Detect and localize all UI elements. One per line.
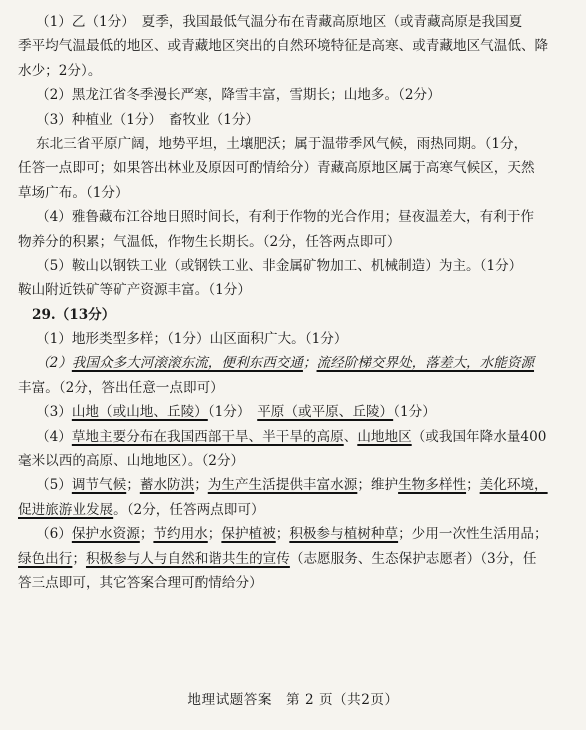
q28-1-line2: 季平均气温最低的地区、或青藏地区突出的自然环境特征是高寒、或青藏地区气温低、降 [18, 38, 549, 55]
q29-2-line1 [18, 351, 572, 375]
q29-5-num: （5） [36, 477, 72, 494]
q28-3-reason-line1: 东北三省平原广阔，地势平坦，土壤肥沃；属于温带季风气候，雨热同期。（1分， [36, 135, 528, 152]
q28-3-line1: （3）种植业（1分） 畜牧业（1分） [36, 111, 260, 128]
q29-3-score-a: （1分） [207, 404, 258, 421]
q29-3-num: （3） [36, 404, 72, 421]
q28-1-line3: 水少；2分）。 [18, 62, 102, 79]
q29-4-line1 [18, 425, 572, 449]
q29-5-sep-b: ； [194, 477, 208, 494]
q29-5-line2 [18, 498, 572, 522]
q28-3-reason-line2: 任答一点即可；如果答出林业及原因可酌情给分）青藏高原地区属于高寒气候区，天然 [18, 160, 535, 177]
q29-3-underlined-a: 山地（或山地、丘陵） [71, 404, 208, 421]
q29-4-sep: 、 [343, 428, 358, 445]
q29-5-underlined-a: 调节气候 [71, 477, 127, 494]
q28-5-line2: 鞍山附近铁矿等矿产资源丰富。（1分） [18, 282, 251, 299]
q29-title: 29.（13分） [32, 306, 116, 323]
q29-5-sep-c: ； [466, 477, 480, 494]
q29-5-line1 [18, 473, 572, 497]
q29-6-underlined-a: 保护水资源 [71, 526, 140, 543]
page-footer: 地理试题答案 第 2 页（共2页） [187, 692, 399, 708]
q29-2-underlined-a: 我国众多大河滚滚东流，便利东西交通 [71, 355, 303, 372]
q29-2-num: （2） [36, 355, 72, 372]
q28-5-line1: （5）鞍山以钢铁工业（或钢铁工业、非金属矿物加工、机械制造）为主。（1分） [36, 257, 523, 274]
q29-5-underlined-b: 蓄水防洪 [139, 477, 195, 494]
q29-2-sep: ； [302, 355, 317, 372]
q29-4-num: （4） [36, 428, 72, 445]
q29-3-line1 [18, 400, 572, 424]
q29-5-underlined-c: 为生产生活提供丰富水源 [207, 477, 358, 494]
q29-6-text-a: ；少用一次性生活用品； [398, 526, 548, 543]
q29-2-underlined-b: 流经阶梯交界处，落差大，水能资源 [316, 355, 535, 372]
q29-6-underlined-b: 节约用水 [153, 526, 208, 543]
q29-5-underlined-d: 生物多样性 [398, 477, 467, 494]
q29-3-score-b: （1分） [393, 404, 436, 421]
q29-6-sep-d: ； [72, 550, 86, 567]
q28-2-line1: （2）黑龙江省冬季漫长严寒，降雪丰富，雪期长；山地多。（2分） [36, 87, 441, 104]
q29-5-text-a: ；维护 [357, 477, 399, 494]
q29-6-sep-b: ； [207, 526, 222, 543]
q29-2-note: 。（2分，答出任意一点即可） [45, 379, 224, 396]
q29-2-cont: 丰富 [18, 379, 46, 396]
q29-6-underlined-e: 绿色出行 [18, 550, 73, 567]
q28-4-line1: （4）雅鲁藏布江谷地日照时间长，有利于作物的光合作用；昼夜温差大，有利于作 [36, 209, 535, 226]
q29-6-underlined-d: 积极参与植树种草 [289, 526, 399, 543]
q29-6-line3: 答三点即可，其它答案合理可酌情给分） [18, 574, 263, 591]
q28-1-line1: （1）乙（1分） 夏季，我国最低气温分布在青藏高原地区（或青藏高原是我国夏 [36, 14, 523, 30]
q29-5-note: 。（2分，任答两点即可） [113, 501, 265, 518]
q29-5-underlined-f: 促进旅游业发展 [18, 501, 114, 518]
q29-2-line2 [18, 376, 572, 400]
q29-6-line1 [18, 522, 572, 546]
q29-5-underlined-e: 美化环境， [479, 477, 548, 494]
q29-4-underlined-a: 草地主要分布在我国西部干旱、半干旱的高原 [71, 428, 344, 445]
q29-4-alt: （或我国年降水量400 [411, 428, 547, 445]
q29-4-line2: 毫米以西的高原、山地地区）。（2分） [18, 453, 245, 470]
q29-6-note-a: （志愿服务、生态保护志愿者）（3分，任 [289, 550, 537, 567]
q29-5-sep-a: ； [126, 477, 140, 494]
q29-1-line1: （1）地形类型多样；（1分）山区面积广大。（1分） [36, 331, 348, 348]
q29-6-sep-c: ； [275, 526, 290, 543]
q29-6-underlined-c: 保护植被 [221, 526, 276, 543]
q28-4-line2: 物养分的积累；气温低，作物生长期长。（2分，任答两点即可） [18, 233, 401, 250]
q29-4-underlined-b: 山地地区 [357, 428, 412, 445]
q29-6-sep-a: ； [139, 526, 154, 543]
q29-6-num: （6） [36, 526, 72, 543]
q29-6-underlined-f: 积极参与人与自然和谐共生的宣传 [85, 550, 290, 567]
q29-6-line2 [18, 547, 572, 571]
q28-3-reason-line3: 草场广布。（1分） [18, 184, 129, 201]
q29-3-underlined-b: 平原（或平原、丘陵） [257, 404, 394, 421]
